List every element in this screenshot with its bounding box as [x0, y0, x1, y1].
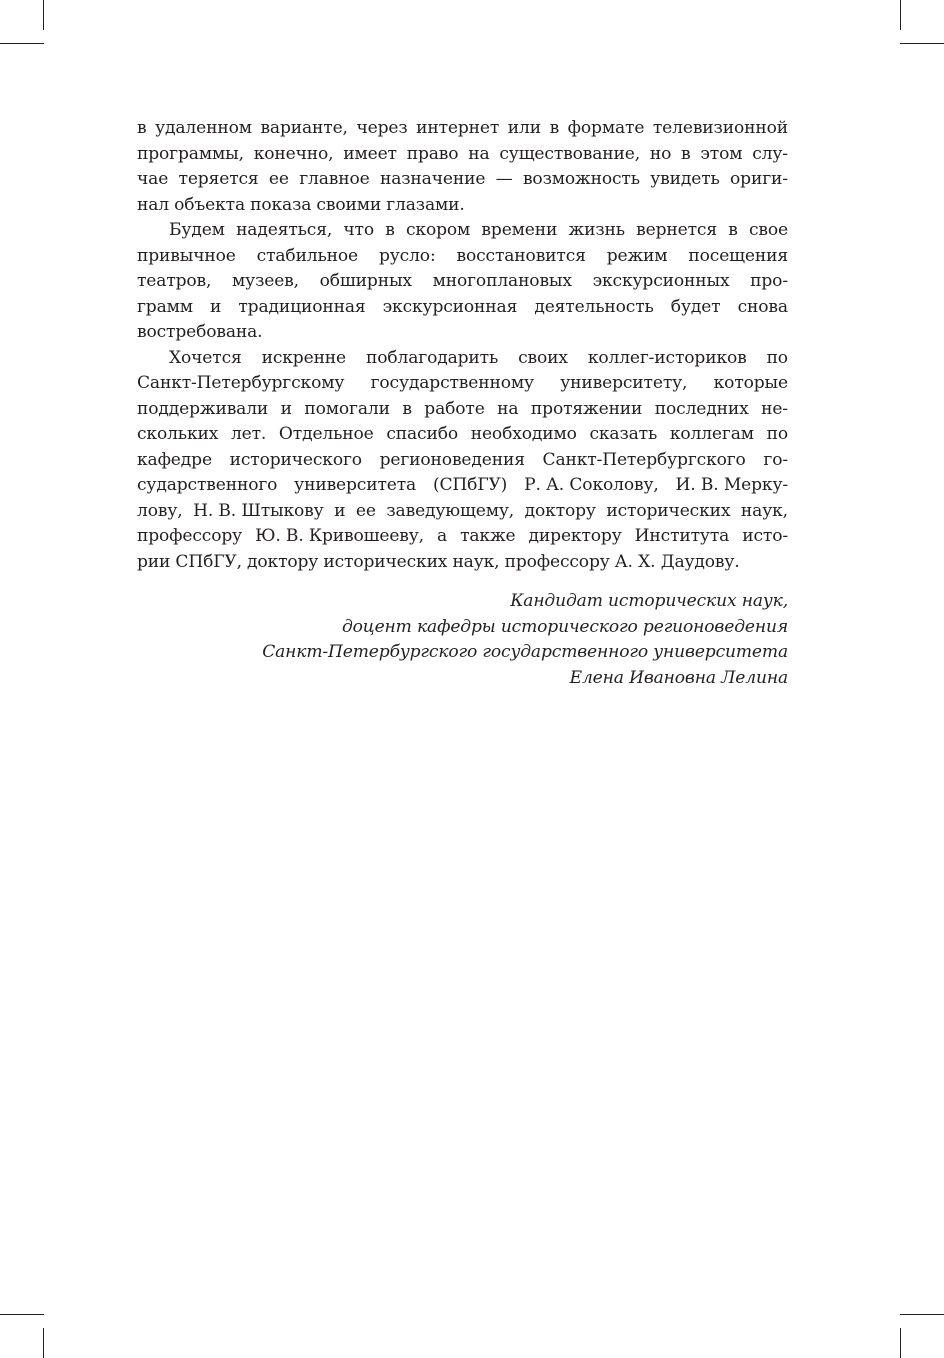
word: в: [549, 118, 560, 138]
text-line: [137, 218, 788, 244]
word: СПбГУ,: [175, 551, 242, 572]
word: в: [681, 143, 691, 164]
word: в: [385, 220, 395, 240]
word: главное: [299, 169, 370, 189]
word: на: [497, 398, 519, 419]
crop-mark-top-left-v: [43, 0, 44, 30]
word: право: [406, 143, 459, 164]
paragraph: [137, 218, 788, 346]
text-line: [137, 244, 788, 270]
crop-mark-top-left-h: [0, 43, 44, 44]
word: работе: [424, 398, 485, 419]
word: коллег-историков: [587, 347, 747, 368]
word: обширных: [319, 271, 412, 291]
text-line: [137, 448, 788, 474]
word: рии: [137, 551, 171, 572]
word: режим: [606, 245, 668, 266]
crop-mark-bottom-left-v: [43, 1328, 44, 1358]
word: но: [649, 143, 672, 164]
text-line: [137, 269, 788, 295]
word: поддерживали: [137, 398, 269, 419]
word: удаленном: [155, 118, 252, 138]
signature-degree: Кандидат исторических наук,: [510, 591, 788, 611]
word: наук,: [452, 551, 500, 572]
word: времени: [481, 220, 558, 240]
word: (СПбГУ): [432, 475, 508, 495]
crop-mark-top-right-h: [900, 43, 944, 44]
text-line: [137, 167, 788, 193]
word: что: [343, 220, 374, 240]
word: интернет: [416, 118, 500, 138]
word: или: [507, 118, 541, 138]
text-line: [137, 295, 788, 321]
word: в: [402, 398, 412, 419]
word: заведующему,: [386, 500, 515, 521]
word: слу-: [752, 143, 788, 164]
word: и: [210, 296, 222, 317]
crop-mark-bottom-right-h: [900, 1314, 944, 1315]
word: го-: [763, 449, 788, 470]
word: будет: [670, 296, 721, 317]
word: Санкт-Петербургскому: [137, 373, 345, 393]
word: показа: [250, 194, 312, 215]
word: по: [766, 424, 788, 444]
word: востребована.: [137, 322, 263, 342]
text-line: [137, 116, 788, 142]
word: Института: [634, 526, 730, 546]
word: своими: [316, 194, 382, 215]
word: телевизионной: [652, 118, 788, 138]
text-line: [137, 473, 788, 499]
word: кафедре: [137, 449, 212, 470]
word: исторических: [606, 500, 731, 521]
word: протяжении: [530, 398, 643, 419]
word: доктору: [524, 500, 596, 521]
word: спасибо: [386, 424, 459, 444]
text-line: [137, 193, 788, 219]
word: Отдельное: [278, 424, 374, 444]
word: регионоведения: [379, 449, 525, 470]
word: также: [460, 526, 516, 546]
word: на: [468, 143, 490, 164]
word: коллегам: [669, 424, 754, 444]
word: ее: [355, 500, 376, 521]
word: возможность: [522, 169, 640, 189]
word: Санкт-Петербургского: [542, 449, 746, 470]
word: традиционная: [238, 296, 366, 317]
word: посещения: [688, 245, 788, 266]
word: Н. В. Штыкову: [193, 500, 324, 521]
word: а: [437, 526, 448, 546]
word: скором: [405, 220, 471, 240]
signature-position: доцент кафедры исторического регионоведения: [341, 616, 788, 637]
word: грамм: [137, 296, 193, 317]
word: необходимо: [470, 424, 577, 444]
word: жизнь: [568, 220, 625, 240]
word: вернется: [636, 220, 717, 240]
word: помогали: [304, 398, 390, 419]
word: музеев,: [232, 271, 299, 291]
word: и: [334, 500, 346, 521]
text-line: [137, 320, 788, 346]
word: которые: [713, 373, 788, 393]
word: в: [137, 118, 147, 138]
word: Р. А. Соколову,: [524, 475, 659, 495]
word: поблагодарить: [365, 347, 499, 368]
word: университета: [294, 475, 417, 495]
word: привычное: [137, 245, 236, 266]
word: существование,: [499, 143, 640, 164]
body-text: [137, 116, 788, 575]
text-line: [137, 142, 788, 168]
crop-mark-bottom-left-h: [0, 1314, 44, 1315]
text-line: [137, 524, 788, 550]
text-line: [137, 550, 788, 576]
word: исто-: [742, 526, 788, 546]
word: сударственного: [137, 475, 278, 495]
word: нал: [137, 194, 169, 215]
word: про-: [750, 271, 788, 291]
text-line: [137, 397, 788, 423]
word: и: [280, 398, 292, 419]
word: экскурсионных: [592, 271, 730, 291]
signature-author-name: Елена Ивановна Лелина: [569, 667, 788, 688]
word: программы,: [137, 143, 244, 164]
word: университету,: [560, 373, 688, 393]
word: ориги-: [730, 169, 788, 189]
word: этом: [700, 143, 743, 164]
word: исторического: [229, 449, 362, 470]
word: последних: [654, 398, 749, 419]
word: снова: [737, 296, 788, 317]
paragraph: [137, 346, 788, 576]
word: не-: [761, 398, 788, 419]
word: исторических: [323, 551, 448, 572]
word: варианте,: [260, 118, 348, 138]
word: объекта: [174, 194, 245, 215]
word: глазами.: [386, 194, 465, 215]
crop-mark-bottom-right-v: [900, 1328, 901, 1358]
word: лову,: [137, 500, 183, 521]
text-line: [137, 371, 788, 397]
word: увидеть: [650, 169, 720, 189]
word: через: [356, 118, 408, 138]
text-line: [137, 499, 788, 525]
word: экскурсионная: [382, 296, 518, 317]
crop-mark-top-right-v: [900, 0, 901, 30]
paragraph: [137, 116, 788, 218]
signature-university: Санкт-Петербургского государственного университета: [262, 642, 788, 662]
word: сказать: [589, 424, 658, 444]
word: имеет: [343, 143, 397, 164]
word: искренне: [261, 347, 347, 368]
word: скольких: [137, 424, 219, 444]
word: доктору: [247, 551, 319, 572]
word: свое: [748, 220, 788, 240]
word: лет.: [230, 424, 267, 444]
word: восстановится: [456, 245, 586, 266]
word: чае: [137, 169, 169, 189]
word: теряется: [178, 169, 259, 189]
word: театров,: [137, 271, 212, 291]
signature-block: [137, 589, 788, 691]
word: формате: [567, 118, 645, 138]
word: ее: [268, 169, 289, 189]
text-line: [137, 422, 788, 448]
word: стабильное: [256, 245, 359, 266]
word: по: [766, 347, 788, 368]
word: Ю. В. Кривошееву,: [255, 526, 424, 546]
word: Хочется: [169, 347, 242, 368]
word: И. В. Мерку-: [675, 475, 788, 495]
word: —: [495, 169, 513, 189]
word: деятельность: [534, 296, 654, 317]
word: государственному: [370, 373, 534, 393]
word: А. Х. Даудову.: [614, 551, 740, 572]
word: многоплановых: [432, 271, 572, 291]
word: своих: [518, 347, 568, 368]
text-line: [137, 346, 788, 372]
word: русло:: [378, 245, 436, 266]
word: конечно,: [253, 143, 334, 164]
word: Будем: [169, 220, 225, 240]
word: назначение: [379, 169, 486, 189]
word: в: [728, 220, 738, 240]
word: профессору: [137, 526, 243, 546]
word: надеяться,: [236, 220, 333, 240]
word: директору: [528, 526, 622, 546]
word: профессору: [504, 551, 610, 572]
word: наук,: [740, 500, 788, 521]
